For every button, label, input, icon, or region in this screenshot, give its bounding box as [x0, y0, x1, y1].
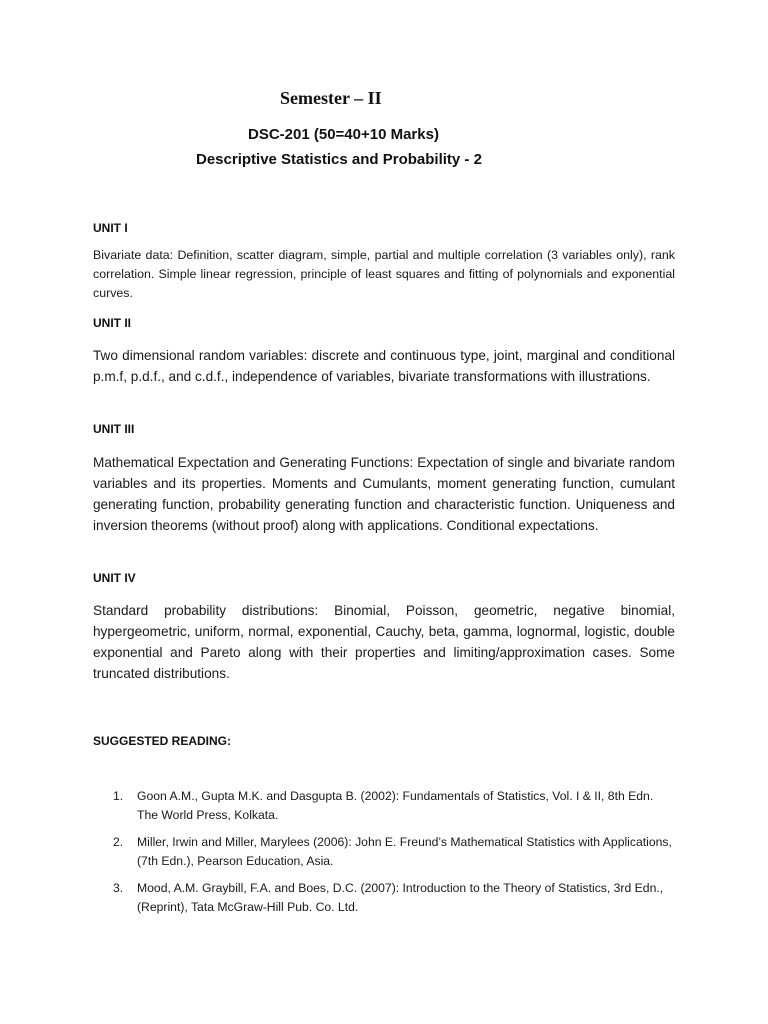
reference-number: 2. — [113, 835, 124, 849]
unit-2-heading: UNIT II — [93, 316, 131, 330]
semester-title: Semester – II — [280, 88, 382, 108]
course-code: DSC-201 (50=40+10 Marks) — [248, 126, 439, 143]
unit-3-text: Mathematical Expectation and Generating Functions: Expectation of single and bivariate random variables and its properties. Moments and Cumulants, moment generating function, cumulant generating function, probability generating function and characteristic function. Uniqueness and inversion theorems (without proof) along with applications. Conditional expectations. — [93, 455, 675, 533]
unit-1-heading: UNIT I — [93, 221, 128, 235]
reference-text: Mood, A.M. Graybill, F.A. and Boes, D.C. (2007): Introduction to the Theory of Statistics, 3rd Edn., (Reprint), Tata McGraw-Hill Pub. Co. Ltd. — [137, 881, 664, 914]
unit-3-heading: UNIT III — [93, 422, 135, 436]
unit-1-text: Bivariate data: Definition, scatter diagram, simple, partial and multiple correlation (3 variables only), rank correlation. Simple linear regression, principle of least squares and fitting of polynomials and exponential curves. — [93, 248, 675, 300]
unit-2-text: Two dimensional random variables: discrete and continuous type, joint, marginal and conditional p.m.f, p.d.f., and c.d.f., independence of variables, bivariate transformations with illustrations. — [93, 348, 675, 384]
course-title: Descriptive Statistics and Probability - 2 — [196, 151, 482, 168]
unit-4-heading: UNIT IV — [93, 571, 136, 585]
suggested-reading-heading: SUGGESTED READING: — [93, 734, 232, 748]
reference-text: Miller, Irwin and Miller, Marylees (2006): John E. Freund’s Mathematical Statistics with Applications, (7th Edn.), Pearson Education, Asia. — [137, 835, 672, 868]
reference-text: Goon A.M., Gupta M.K. and Dasgupta B. (2002): Fundamentals of Statistics, Vol. I & II, 8th Edn. The World Press, Kolkata. — [137, 789, 654, 822]
unit-4-text: Standard probability distributions: Binomial, Poisson, geometric, negative binomial, hypergeometric, uniform, normal, exponential, Cauchy, beta, gamma, lognormal, logistic, double exponential and Pareto along with their properties and limiting/approximation cases. Some truncated distributions. — [93, 603, 675, 681]
reference-number: 3. — [113, 881, 124, 895]
reference-number: 1. — [113, 789, 124, 803]
